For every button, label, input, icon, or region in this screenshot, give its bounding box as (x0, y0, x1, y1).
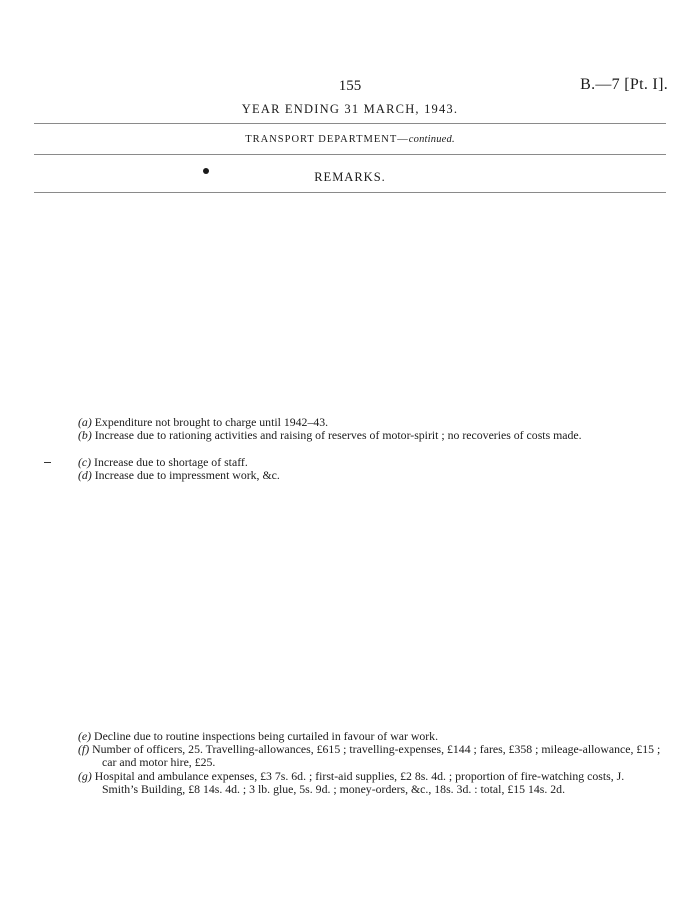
remarks-heading: REMARKS. (314, 170, 386, 184)
note-b (78, 429, 662, 442)
note-label: (f) (78, 742, 90, 756)
page-number: 155 (338, 78, 362, 94)
rule-top (34, 123, 666, 124)
note-text: Number of officers, 25. Travelling-allowances, £615 ; travelling-expenses, £144 ; fares, £358 ; mileage-allowance, £15 ; car and motor hire, £25. (92, 742, 661, 769)
note-label: (c) (78, 455, 92, 469)
note-g (78, 770, 662, 796)
rule-middle (34, 154, 666, 155)
margin-mark (44, 462, 51, 463)
document-reference: B.—7 [Pt. I]. (580, 76, 668, 93)
note-label: (b) (78, 428, 92, 442)
note-label: (g) (78, 769, 92, 783)
continued-label: continued. (408, 134, 455, 145)
note-text: Hospital and ambulance expenses, £3 7s. 6d. ; first-aid supplies, £2 8s. 4d. ; proportion of fire-watching costs, J. Smith’s Building, £8 14s. 4d. ; 3 lb. glue, 5s. 9d. ; money-orders, &c., 18s. 3d. : total, £15 14s. 2d. (94, 769, 625, 796)
note-text: Increase due to impressment work, &c. (94, 468, 280, 482)
rule-bottom (34, 192, 666, 193)
note-text: Decline due to routine inspections being curtailed in favour of war work. (94, 729, 439, 743)
note-label: (a) (78, 415, 92, 429)
note-f (78, 743, 662, 769)
note-text: Increase due to shortage of staff. (94, 455, 248, 469)
note-label: (e) (78, 729, 92, 743)
note-text: Expenditure not brought to charge until 1942–43. (94, 415, 329, 429)
note-text: Increase due to rationing activities and raising of reserves of motor-spirit ; no recoveries of costs made. (94, 428, 582, 442)
page-title: YEAR ENDING 31 MARCH, 1943. (241, 102, 459, 116)
department-name: TRANSPORT DEPARTMENT (245, 134, 398, 145)
dash: — (397, 134, 409, 145)
department-heading (0, 134, 700, 145)
note-label: (d) (78, 468, 92, 482)
note-d (78, 469, 662, 482)
